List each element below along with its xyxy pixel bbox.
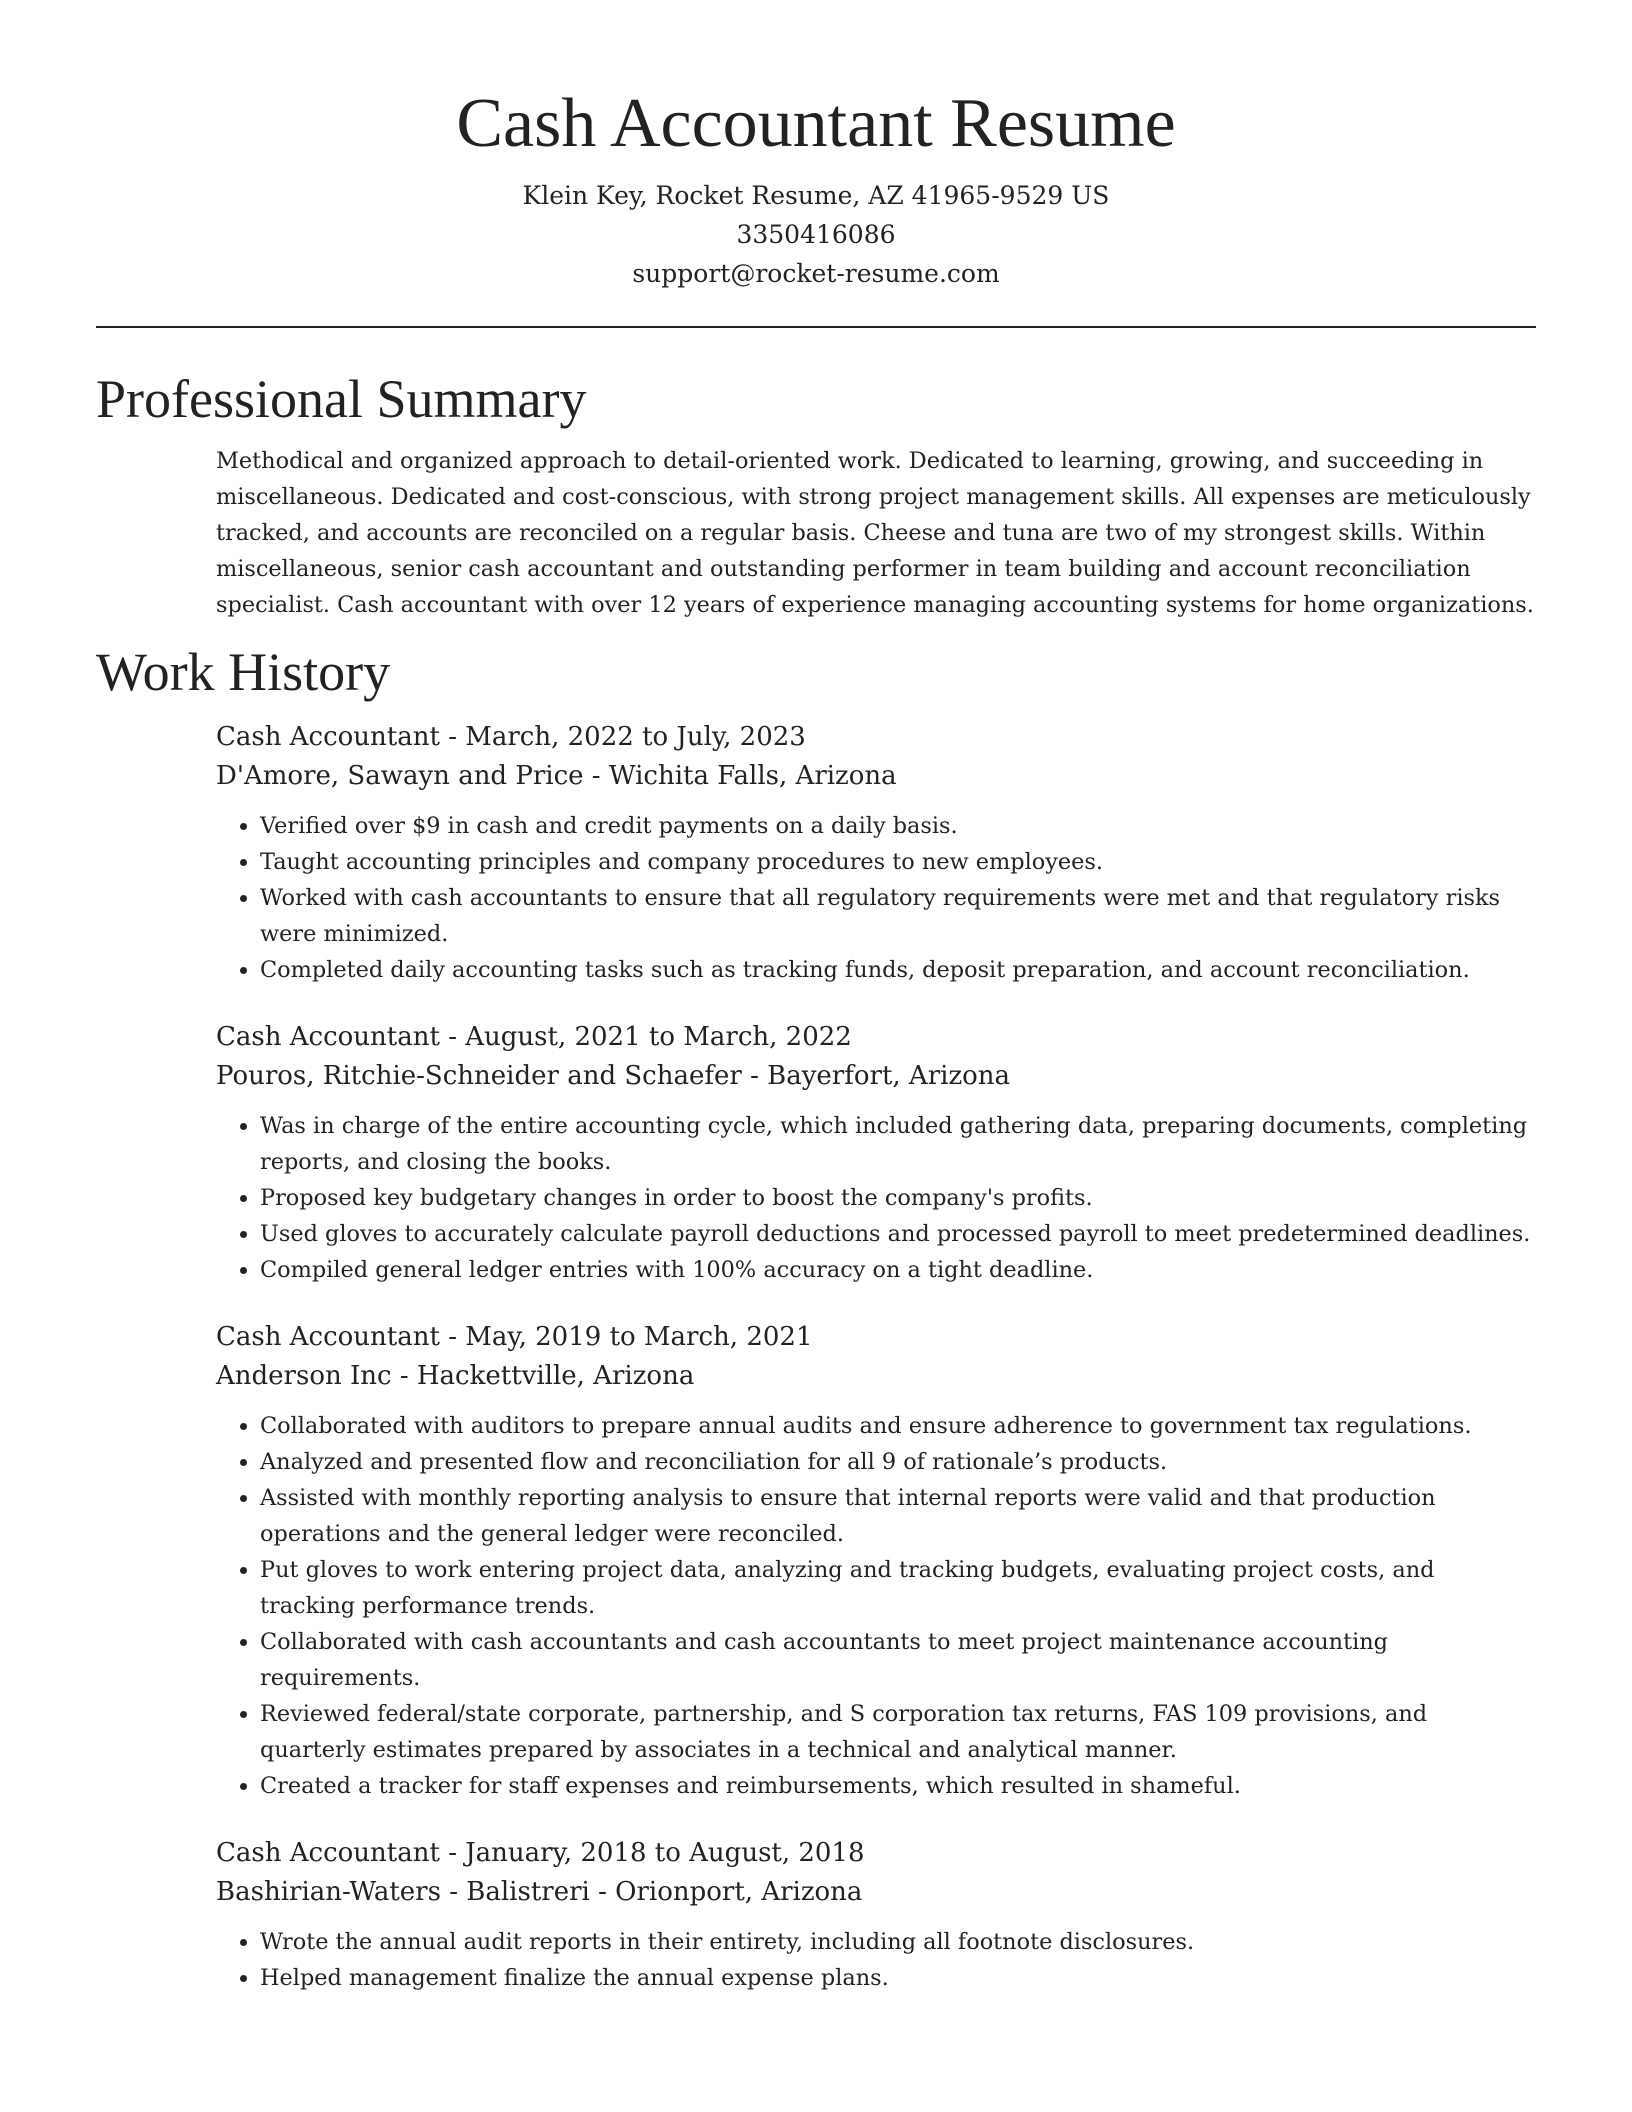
contact-email: support@rocket-resume.com <box>632 258 1000 288</box>
job-bullet: • Used gloves to accurately calculate payroll deductions and processed payroll to meet predetermined deadlines. <box>260 1216 1536 1252</box>
job-bullet: • Collaborated with cash accountants and cash accountants to meet project maintenance accounting requirements. <box>260 1624 1536 1696</box>
job-entry <box>216 1018 1536 1288</box>
header-divider <box>96 326 1536 328</box>
job-entry <box>216 1318 1536 1804</box>
job-bullet: • Compiled general ledger entries with 100% accuracy on a tight deadline. <box>260 1252 1536 1288</box>
contact-phone: 3350416086 <box>736 219 896 249</box>
job-entry <box>216 1834 1536 1996</box>
job-bullet: • Helped management finalize the annual expense plans. <box>260 1960 1536 1996</box>
job-company-line: Pouros, Ritchie-Schneider and Schaefer - Bayerfort, Arizona <box>216 1061 1011 1092</box>
job-bullet-list <box>216 808 1536 988</box>
job-bullet: • Wrote the annual audit reports in their entirety, including all footnote disclosures. <box>260 1924 1536 1960</box>
job-bullet: • Created a tracker for staff expenses and reimbursements, which resulted in shameful. <box>260 1768 1536 1804</box>
job-company-line: Anderson Inc - Hackettville, Arizona <box>216 1361 695 1392</box>
job-bullet: • Worked with cash accountants to ensure that all regulatory requirements were met and that regulatory risks were minimized. <box>260 880 1536 952</box>
job-entry <box>216 718 1536 988</box>
contact-block <box>0 176 1632 293</box>
job-company-line: Bashirian-Waters - Balistreri - Orionport, Arizona <box>216 1877 863 1908</box>
work-history-heading: Work History <box>96 641 391 702</box>
job-bullet: • Reviewed federal/state corporate, partnership, and S corporation tax returns, FAS 109 provisions, and quarterly estimates prepared by associates in a technical and analytical manner. <box>260 1696 1536 1768</box>
job-bullet: • Completed daily accounting tasks such as tracking funds, deposit preparation, and account reconciliation. <box>260 952 1536 988</box>
job-title-line: Cash Accountant - January, 2018 to August, 2018 <box>216 1838 865 1869</box>
job-bullet: • Collaborated with auditors to prepare annual audits and ensure adherence to government tax regulations. <box>260 1408 1536 1444</box>
job-company-line: D'Amore, Sawayn and Price - Wichita Falls, Arizona <box>216 761 897 792</box>
job-bullet: • Analyzed and presented flow and reconciliation for all 9 of rationale’s products. <box>260 1444 1536 1480</box>
contact-address: Klein Key, Rocket Resume, AZ 41965-9529 US <box>522 180 1110 210</box>
job-title-line: Cash Accountant - May, 2019 to March, 2021 <box>216 1322 813 1353</box>
job-bullet-list <box>216 1924 1536 1996</box>
job-bullet-list <box>216 1408 1536 1804</box>
job-bullet: • Verified over $9 in cash and credit payments on a daily basis. <box>260 808 1536 844</box>
job-bullet: • Proposed key budgetary changes in order to boost the company's profits. <box>260 1180 1536 1216</box>
job-bullet: • Put gloves to work entering project data, analyzing and tracking budgets, evaluating project costs, and tracking performance trends. <box>260 1552 1536 1624</box>
job-title-line: Cash Accountant - March, 2022 to July, 2023 <box>216 722 806 753</box>
job-bullet: • Was in charge of the entire accounting cycle, which included gathering data, preparing documents, completing reports, and closing the books. <box>260 1108 1536 1180</box>
job-bullet-list <box>216 1108 1536 1288</box>
job-bullet: • Assisted with monthly reporting analysis to ensure that internal reports were valid and that production operations and the general ledger were reconciled. <box>260 1480 1536 1552</box>
summary-text: Methodical and organized approach to detail-oriented work. Dedicated to learning, growing, and succeeding in miscellaneous. Dedicated and cost-conscious, with strong project management skills. All expenses are meticulously tracked, and accounts are reconciled on a regular basis. Cheese and tuna are two of my strongest skills. Within miscellaneous, senior cash accountant and outstanding performer in team building and account reconciliation specialist. Cash accountant with over 12 years of experience managing accounting systems for home organizations. <box>216 447 1534 618</box>
summary-heading: Professional Summary <box>96 368 587 429</box>
job-bullet: • Taught accounting principles and company procedures to new employees. <box>260 844 1536 880</box>
resume-header <box>0 0 1632 293</box>
job-title-line: Cash Accountant - August, 2021 to March, 2022 <box>216 1022 852 1053</box>
resume-title: Cash Accountant Resume <box>456 85 1176 162</box>
